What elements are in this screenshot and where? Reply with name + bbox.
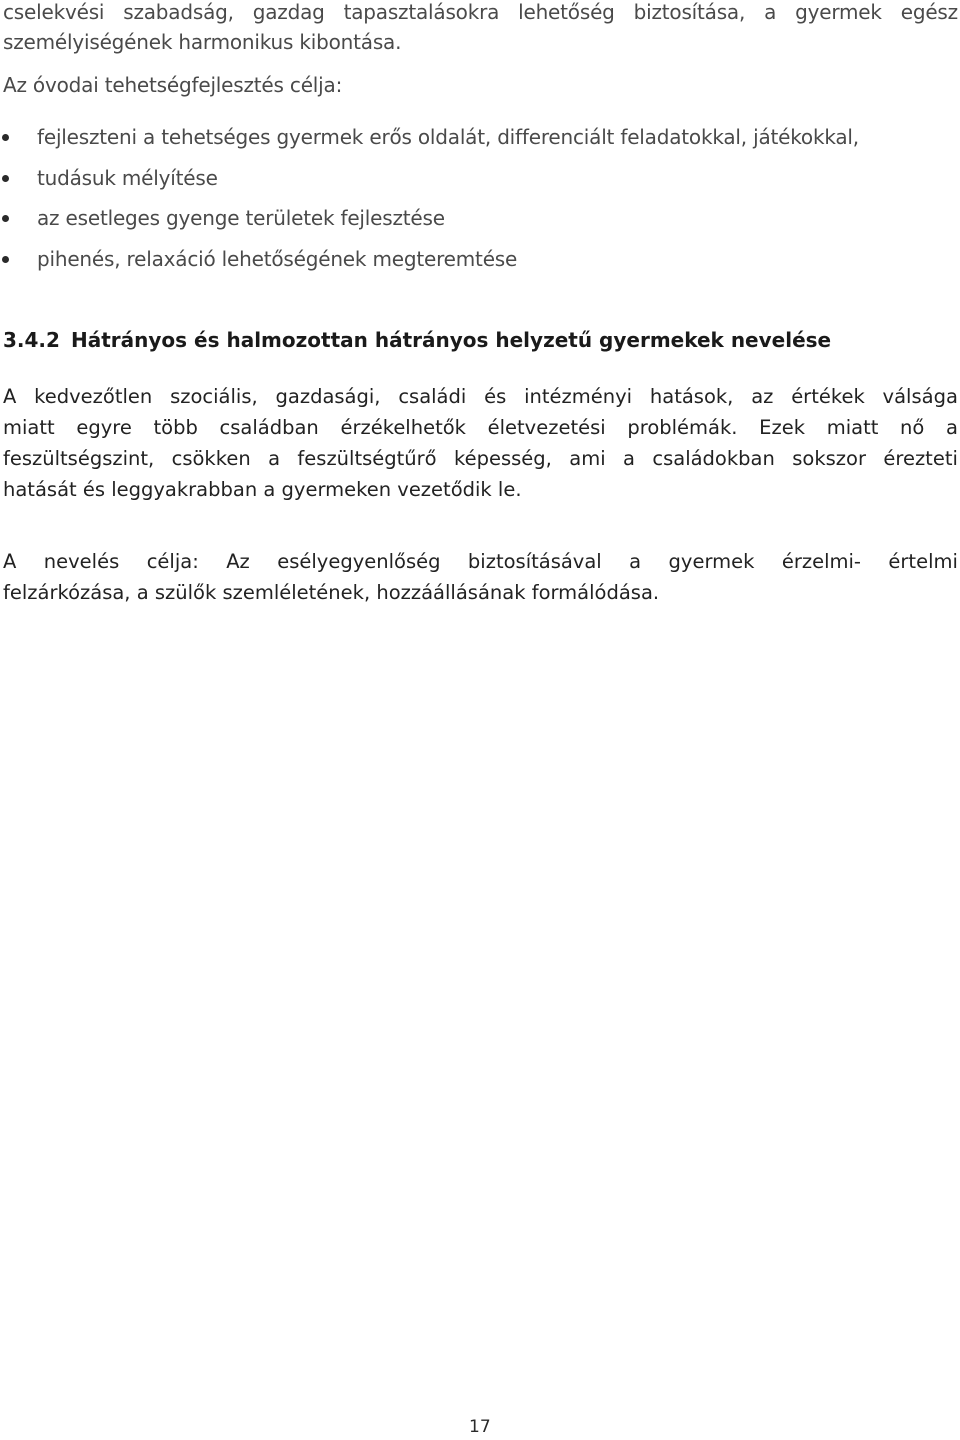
paragraph-1-line — [3, 412, 958, 443]
word: csökken — [171, 447, 251, 470]
bullet-icon — [2, 175, 9, 182]
word: érzelmi- — [781, 550, 861, 573]
word: és — [484, 385, 507, 408]
bullet-text: pihenés, relaxáció lehetőségének megteremtése — [37, 247, 518, 271]
page-number: 17 — [469, 1417, 491, 1437]
word: célja: — [146, 550, 199, 573]
word: cselekvési — [3, 0, 105, 24]
word: szabadság, — [123, 0, 234, 24]
word: A — [3, 385, 17, 408]
word: a — [764, 0, 777, 24]
word: nő — [900, 416, 925, 439]
word: gyermek — [795, 0, 882, 24]
word: nevelés — [43, 550, 120, 573]
word: biztosítása, — [633, 0, 746, 24]
word: gazdasági, — [275, 385, 381, 408]
word: családokban — [652, 447, 775, 470]
goal-label: Az óvodai tehetségfejlesztés célja: — [3, 73, 343, 97]
word: feszültségszint, — [3, 447, 155, 470]
word: családban — [219, 416, 319, 439]
section-number: 3.4.2 — [3, 328, 60, 352]
word: esélyegyenlőség — [277, 550, 441, 573]
word: gyermek — [668, 550, 755, 573]
word: lehetőség — [518, 0, 615, 24]
word: értelmi — [888, 550, 958, 573]
word: problémák. — [627, 416, 738, 439]
word: a — [623, 447, 635, 470]
paragraph-2 — [3, 546, 958, 608]
word: egész — [900, 0, 958, 24]
word: képesség, — [453, 447, 552, 470]
section-heading — [3, 328, 831, 352]
word: biztosításával — [467, 550, 602, 573]
intro-line-1 — [3, 0, 958, 24]
bullet-icon — [2, 134, 9, 141]
paragraph-2-line — [3, 546, 958, 577]
intro-line-2: személyiségének harmonikus kibontása. — [3, 30, 402, 54]
word: válsága — [882, 385, 958, 408]
word: sokszor — [792, 447, 866, 470]
word: miatt — [3, 416, 55, 439]
paragraph-2-line: felzárkózása, a szülők szemléletének, hozzáállásának formálódása. — [3, 581, 660, 604]
word: érzékelhetők — [340, 416, 466, 439]
word: ami — [569, 447, 606, 470]
word: több — [153, 416, 198, 439]
word: miatt — [826, 416, 879, 439]
word: intézményi — [524, 385, 633, 408]
paragraph-1-line — [3, 381, 958, 412]
word: gazdag — [252, 0, 325, 24]
word: Az — [226, 550, 250, 573]
word: tapasztalásokra — [343, 0, 500, 24]
word: családi — [398, 385, 467, 408]
bullet-text: az esetleges gyenge területek fejlesztése — [37, 206, 445, 230]
word: szociális, — [170, 385, 258, 408]
word: hatások, — [649, 385, 734, 408]
word: feszültségtűrő — [297, 447, 437, 470]
word: egyre — [76, 416, 132, 439]
section-title: Hátrányos és halmozottan hátrányos helyzetű gyermekek nevelése — [71, 328, 832, 352]
paragraph-1-line — [3, 443, 958, 474]
word: Ezek — [759, 416, 806, 439]
word: az — [751, 385, 774, 408]
word: a — [629, 550, 642, 573]
word: a — [946, 416, 958, 439]
paragraph-1 — [3, 381, 958, 505]
word: kedvezőtlen — [34, 385, 153, 408]
word: életvezetési — [487, 416, 606, 439]
word: A — [3, 550, 17, 573]
word: érezteti — [883, 447, 958, 470]
bullet-text: tudásuk mélyítése — [37, 166, 218, 190]
bullet-text: fejleszteni a tehetséges gyermek erős oldalát, differenciált feladatokkal, játékokkal, — [37, 125, 859, 149]
bullet-icon — [2, 215, 9, 222]
word: a — [268, 447, 281, 470]
paragraph-1-line: hatását és leggyakrabban a gyermeken vezetődik le. — [3, 478, 522, 501]
bullet-icon — [2, 256, 9, 263]
word: értékek — [791, 385, 865, 408]
